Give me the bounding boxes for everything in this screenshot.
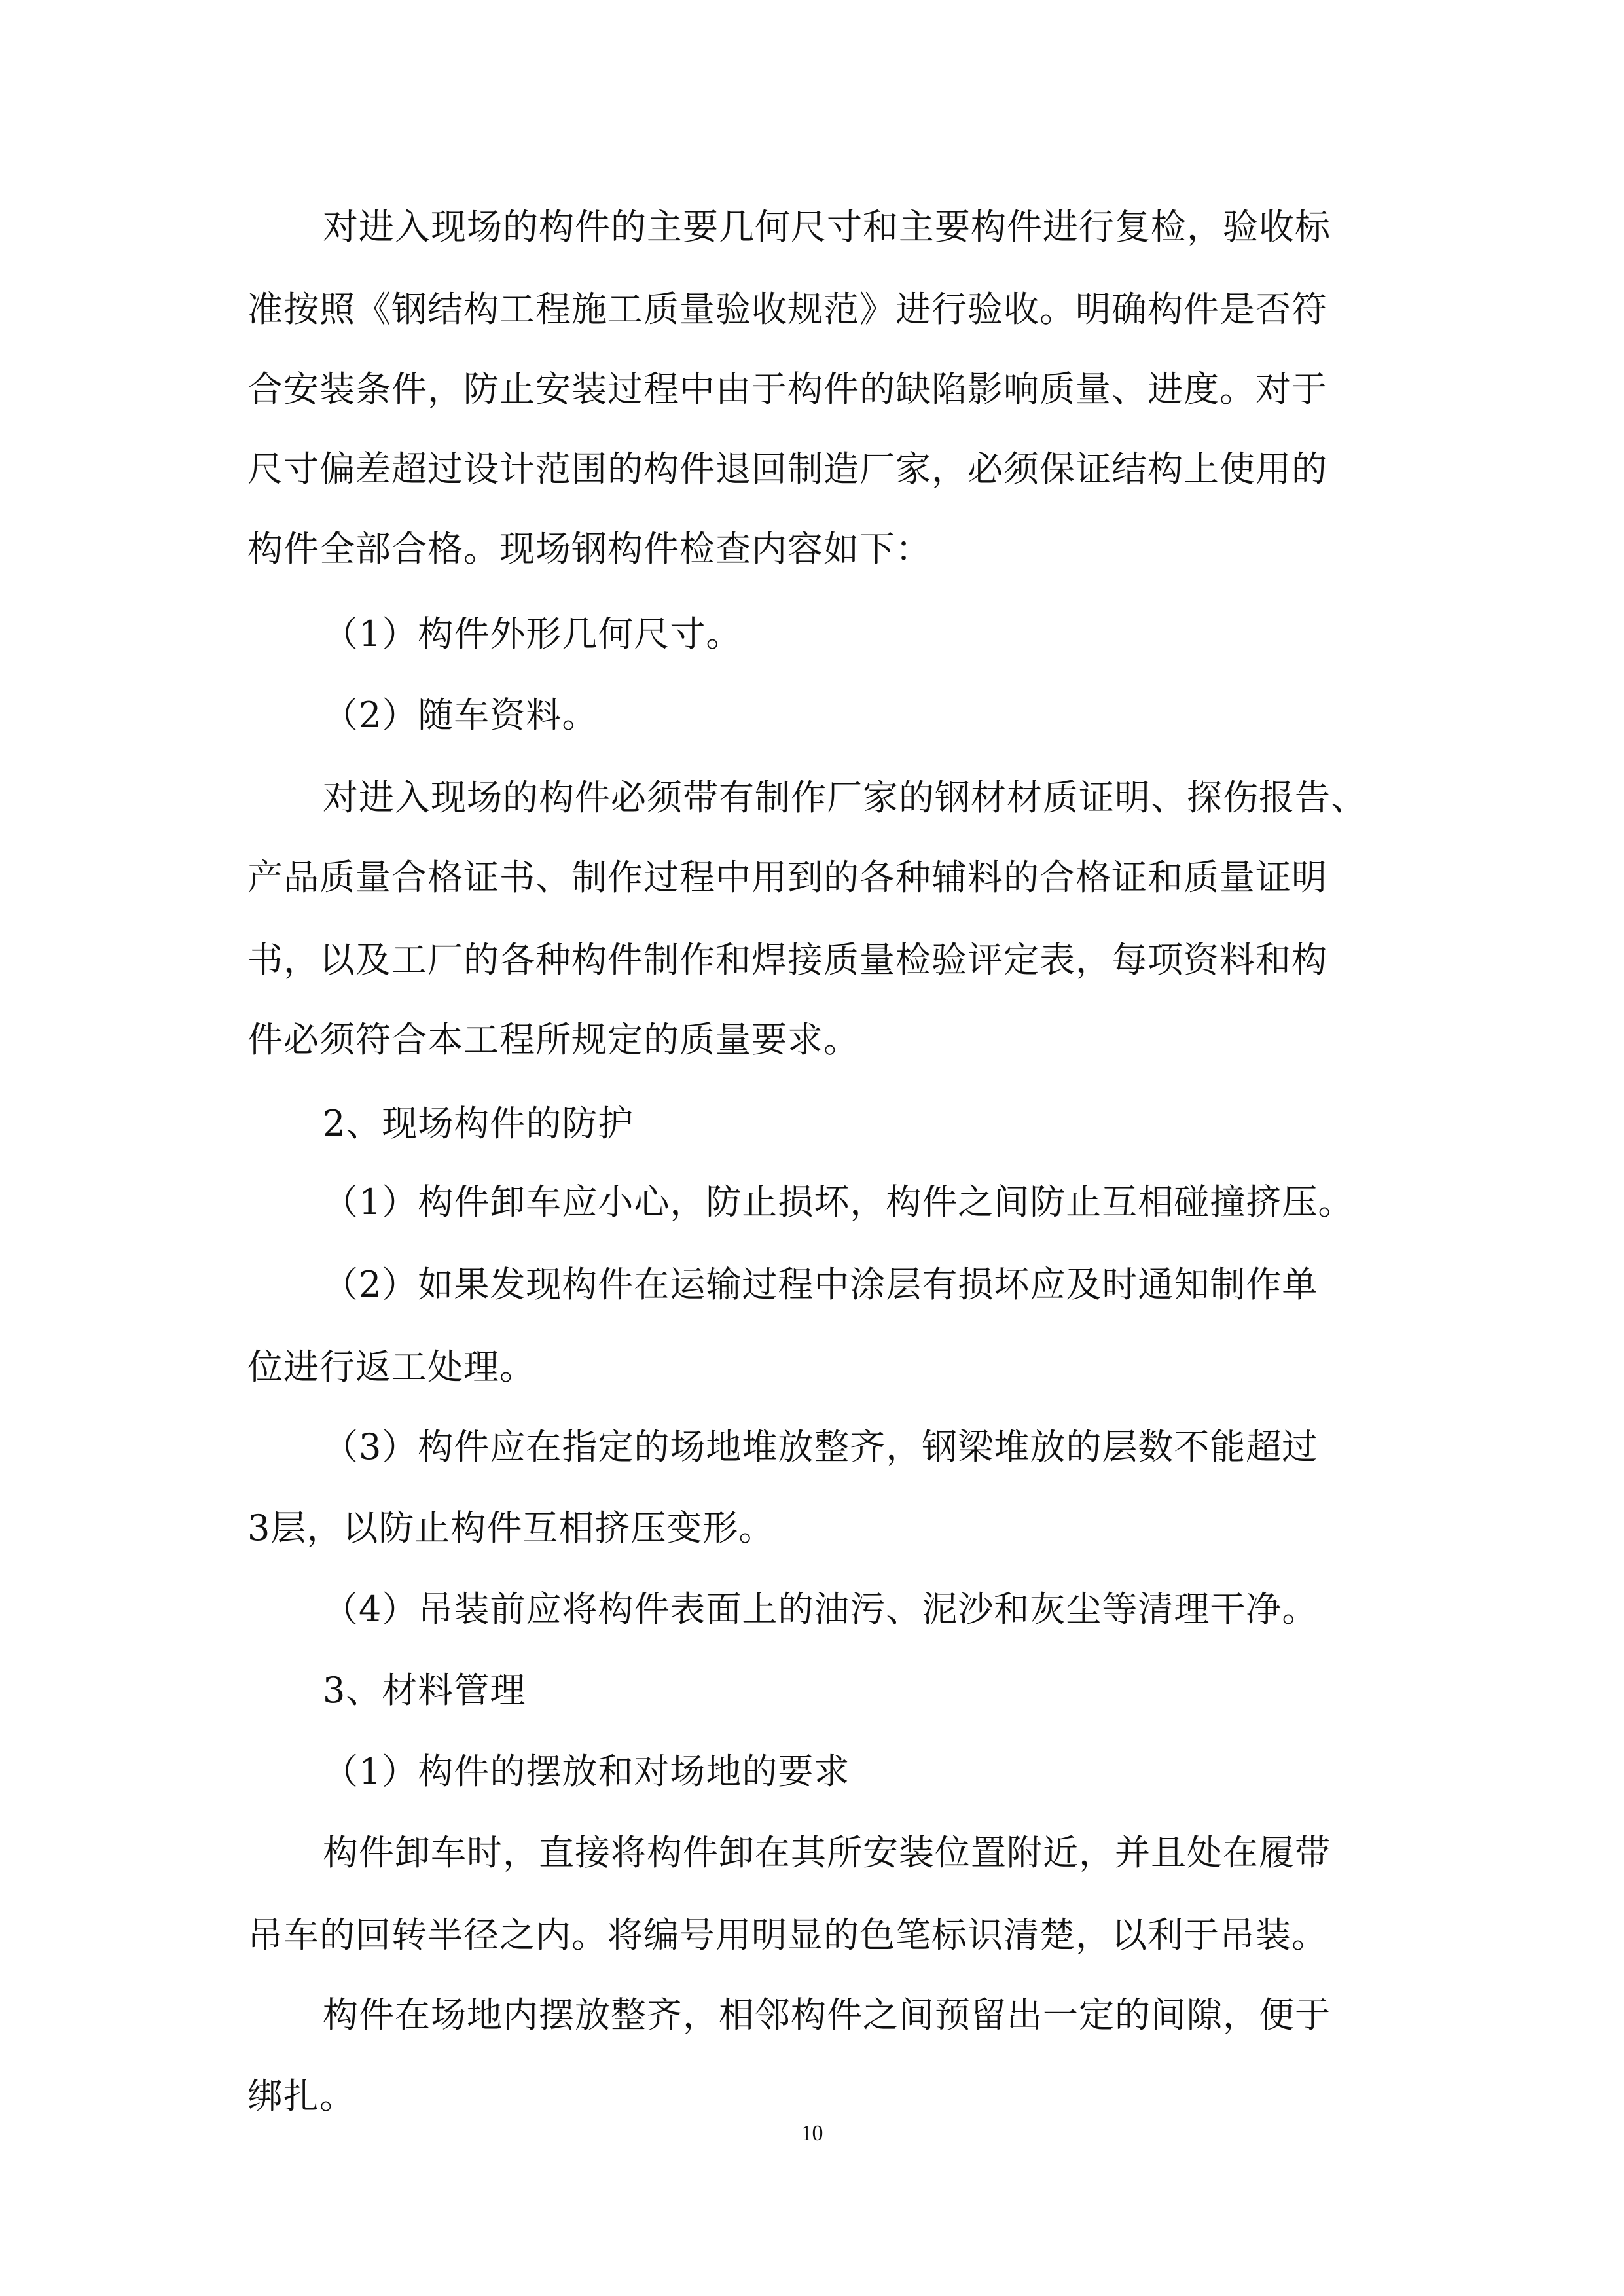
text-line-13: 绑扎。 <box>247 2075 355 2117</box>
text-line-3: 合安装条件，防止安装过程中由于构件的缺陷影响质量、进度。对于 <box>247 368 1327 410</box>
protection-item-3-continued: 3层，以防止构件互相挤压变形。 <box>247 1507 775 1549</box>
text-line-9: 件必须符合本工程所规定的质量要求。 <box>247 1019 859 1060</box>
text-line-10: 构件卸车时，直接将构件卸在其所安装位置附近，并且处在履带 <box>323 1832 1331 1873</box>
text-line-12: 构件在场地内摆放整齐，相邻构件之间预留出一定的间隙，便于 <box>323 1994 1331 2036</box>
page-number: 10 <box>801 2121 823 2145</box>
section-heading-2: 2、现场构件的防护 <box>323 1103 634 1144</box>
list-item-2: （2）随车资料。 <box>323 694 598 736</box>
text-line-4: 尺寸偏差超过设计范围的构件退回制造厂家，必须保证结构上使用的 <box>247 448 1327 490</box>
section-heading-3: 3、材料管理 <box>323 1670 526 1711</box>
text-line-2: 准按照《钢结构工程施工质量验收规范》进行验收。明确构件是否符 <box>247 289 1327 330</box>
protection-item-2-continued: 位进行返工处理。 <box>247 1346 535 1388</box>
protection-item-2: （2）如果发现构件在运输过程中涂层有损坏应及时通知制作单 <box>323 1264 1318 1305</box>
text-line-6: 对进入现场的构件必须带有制作厂家的钢材材质证明、探伤报告、 <box>323 777 1367 818</box>
list-item-1: （1）构件外形几何尺寸。 <box>323 613 742 655</box>
text-line-11: 吊车的回转半径之内。将编号用明显的色笔标识清楚，以利于吊装。 <box>247 1914 1327 1956</box>
text-line-5: 构件全部合格。现场钢构件检查内容如下： <box>247 528 931 569</box>
protection-item-1: （1）构件卸车应小心，防止损坏，构件之间防止互相碰撞挤压。 <box>323 1181 1354 1223</box>
protection-item-3: （3）构件应在指定的场地堆放整齐，钢梁堆放的层数不能超过 <box>323 1426 1318 1467</box>
text-line-1: 对进入现场的构件的主要几何尺寸和主要构件进行复检，验收标 <box>323 206 1331 247</box>
protection-item-4: （4）吊装前应将构件表面上的油污、泥沙和灰尘等清理干净。 <box>323 1588 1318 1630</box>
material-subheading-1: （1）构件的摆放和对场地的要求 <box>323 1751 850 1792</box>
text-line-8: 书，以及工厂的各种构件制作和焊接质量检验评定表，每项资料和构 <box>247 939 1327 980</box>
text-line-7: 产品质量合格证书、制作过程中用到的各种辅料的合格证和质量证明 <box>247 857 1327 898</box>
